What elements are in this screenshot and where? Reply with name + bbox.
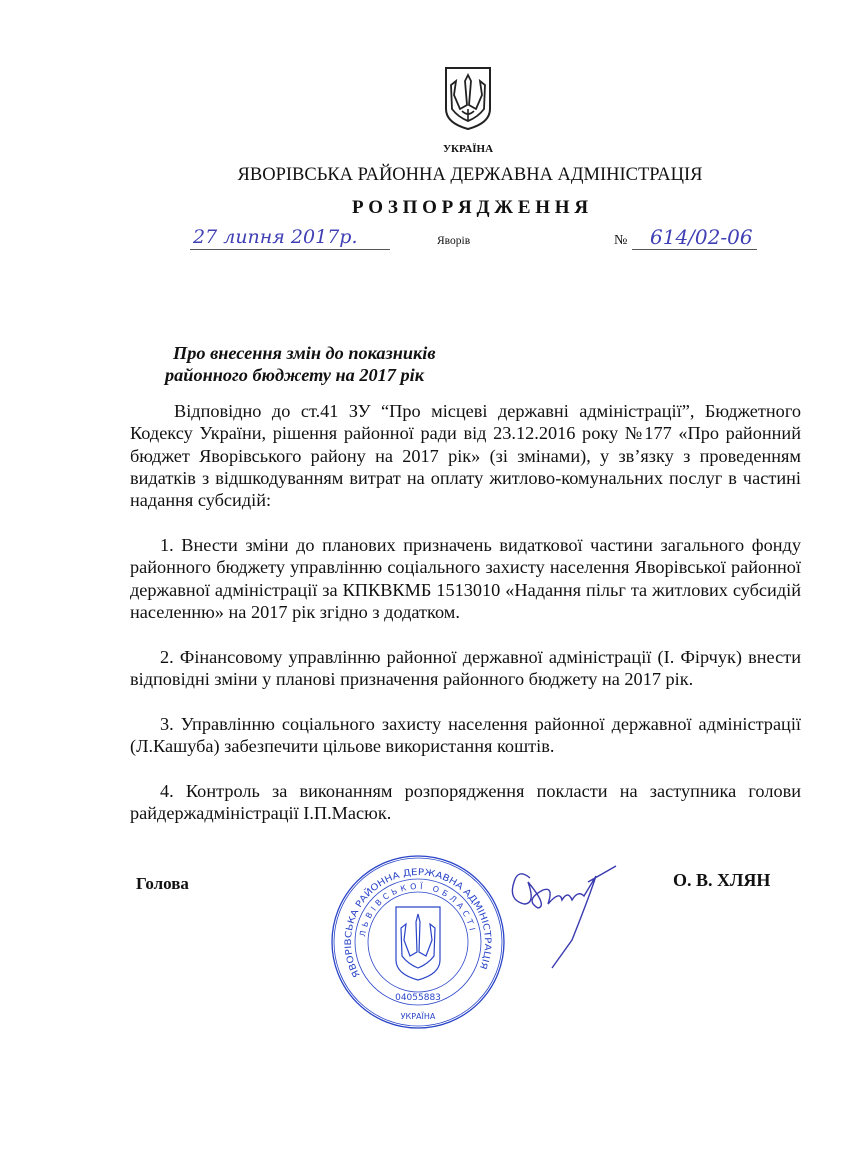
document-type-title: Р О З П О Р Я Д Ж Е Н Н Я [351, 197, 589, 218]
stamp-inner-text: ЛЬВІВСЬКОЇ ОБЛАСТІ [358, 881, 477, 938]
document-body [130, 400, 801, 847]
place-label: Яворів [437, 235, 471, 247]
item-2: 2. Фінансовому управлінню районної державної адміністрації (І. Фірчук) внести відповідні зміни у планові призначення районного бюджету на 2017 рік. [130, 646, 801, 689]
number-label: № [614, 233, 628, 248]
stamp-outer-text: ЯВОРІВСЬКА РАЙОННА ДЕРЖАВНА АДМІНІСТРАЦІЯ [343, 867, 493, 979]
coat-of-arms-icon [442, 65, 494, 131]
organization-title: ЯВОРІВСЬКА РАЙОННА ДЕРЖАВНА АДМІНІСТРАЦІЯ [237, 165, 703, 185]
item-1: 1. Внести зміни до планових призначень видаткової частини загального фонду районного бюджету управлінню соціального захисту населення Яворівської районної державної адміністрації за КПКВКМБ 1513010 «Надання пільг та житлових субсидій населенню» на 2017 рік згідно з додатком. [130, 534, 801, 622]
number-underline [632, 249, 757, 250]
handwritten-number: 614/02-06 [650, 225, 753, 249]
handwritten-date: 27 липня 2017р. [193, 226, 358, 248]
country-label: УКРАЇНА [442, 143, 494, 155]
item-3: 3. Управлінню соціального захисту населення районної державної адміністрації (Л.Кашуба) забезпечити цільове використання коштів. [130, 713, 801, 757]
subject-line-2: районного бюджету на 2017 рік [165, 365, 424, 385]
handwritten-signature [488, 860, 628, 970]
item-4: 4. Контроль за виконанням розпорядження покласти на заступника голови райдержадміністрації І.П.Масюк. [130, 780, 801, 824]
official-stamp [328, 852, 508, 1032]
intro-paragraph: Відповідно до ст.41 ЗУ “Про місцеві державні адміністрації”, Бюджетного Кодексу України, рішення районної ради від 23.12.2016 року №177 «Про районний бюджет Яворівського району на 2017 рік» (зі змінами), у зв’язку з проведенням видатків з відшкодуванням витрат на оплату житлово-комунальних послуг в частині надання субсидій: [130, 401, 801, 511]
stamp-code: 04055883 [395, 993, 441, 1003]
signatory-position: Голова [136, 874, 189, 893]
date-underline [190, 249, 390, 250]
stamp-country: УКРАЇНА [400, 1012, 436, 1021]
subject-line-1: Про внесення змін до показників [173, 343, 436, 363]
signatory-name: О. В. ХЛЯН [673, 870, 771, 890]
